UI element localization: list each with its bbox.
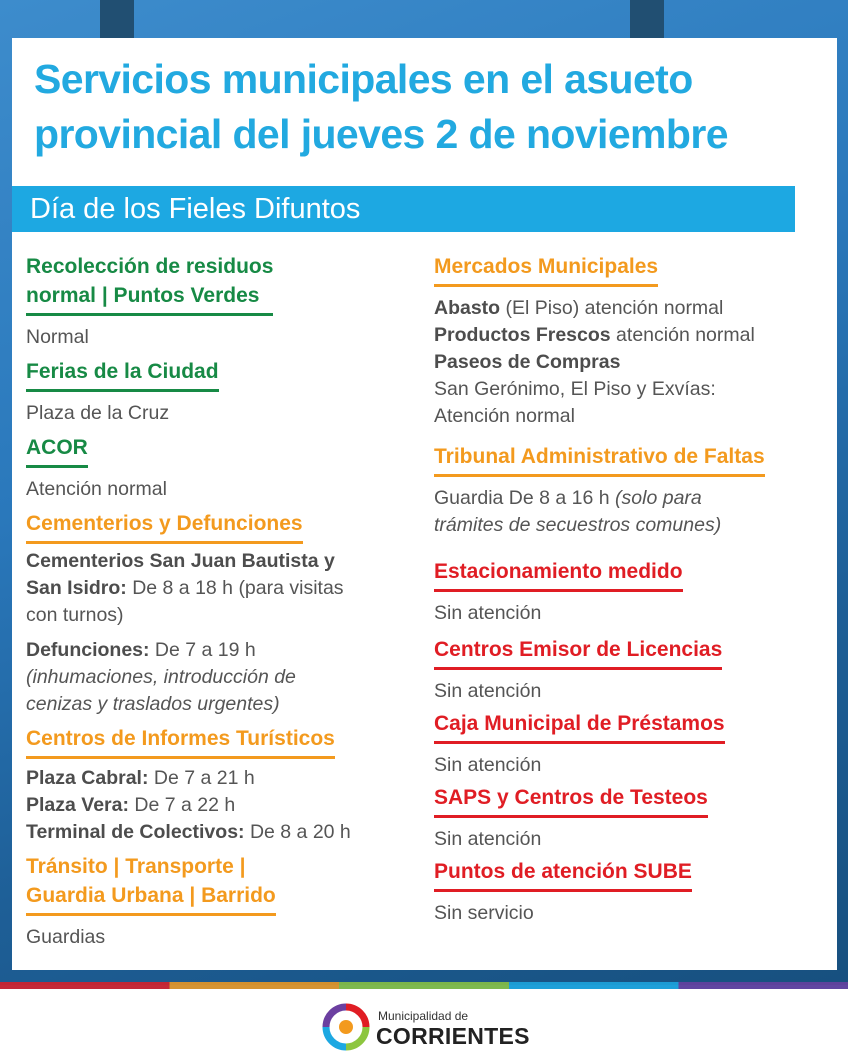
municipality-logo-icon bbox=[322, 1003, 370, 1051]
heading-acor: ACOR bbox=[26, 433, 88, 468]
section-licencias bbox=[434, 635, 834, 705]
section-saps bbox=[434, 783, 834, 853]
text-span: De 7 a 21 h bbox=[148, 767, 255, 789]
heading-caja: Caja Municipal de Préstamos bbox=[434, 709, 725, 744]
title-line-1: Servicios municipales en el asueto bbox=[34, 56, 693, 102]
text-span: Guardia De 8 a 16 h bbox=[434, 487, 616, 509]
bold-label: Terminal de Colectivos: bbox=[26, 821, 245, 843]
bold-label: Plaza Cabral: bbox=[26, 767, 149, 789]
text-span: (El Piso) atención normal bbox=[500, 297, 724, 319]
italic-text: (inhumaciones, introducción de bbox=[26, 666, 296, 688]
heading-transito bbox=[26, 852, 276, 916]
section-ferias bbox=[26, 357, 421, 427]
italic-text: (solo para bbox=[615, 487, 702, 509]
text-tribunal bbox=[434, 485, 834, 539]
bold-label: Paseos de Compras bbox=[434, 351, 621, 373]
section-tribunal bbox=[434, 442, 834, 539]
heading-residuos bbox=[26, 252, 273, 316]
text-line: con turnos) bbox=[26, 604, 124, 626]
text-transito: Guardias bbox=[26, 926, 106, 948]
section-caja bbox=[434, 709, 834, 779]
section-cementerios bbox=[26, 509, 421, 718]
section-mercados bbox=[434, 252, 834, 430]
text-licencias: Sin atención bbox=[434, 680, 542, 702]
bold-label: Cementerios San Juan Bautista y bbox=[26, 550, 335, 572]
italic-text: trámites de secuestros comunes) bbox=[434, 514, 722, 536]
section-turismo bbox=[26, 724, 421, 846]
text-line: San Gerónimo, El Piso y Exvías: bbox=[434, 378, 716, 400]
text-defunciones bbox=[26, 637, 421, 718]
section-sube bbox=[434, 857, 834, 927]
text-sube: Sin servicio bbox=[434, 902, 534, 924]
bold-label: Productos Frescos bbox=[434, 324, 611, 346]
italic-text: cenizas y traslados urgentes) bbox=[26, 693, 280, 715]
info-card bbox=[12, 38, 837, 970]
text-span: De 7 a 19 h bbox=[149, 639, 256, 661]
text-cementerios bbox=[26, 548, 421, 629]
logo-text-small: Municipalidad de bbox=[378, 1009, 469, 1023]
subtitle-bar bbox=[12, 186, 795, 232]
section-transito bbox=[26, 852, 421, 951]
left-column bbox=[26, 252, 421, 957]
heading-line: normal | Puntos Verdes bbox=[26, 284, 260, 307]
text-saps: Sin atención bbox=[434, 828, 542, 850]
heading-line: Recolección de residuos bbox=[26, 255, 274, 278]
heading-licencias: Centros Emisor de Licencias bbox=[434, 635, 722, 670]
bold-label: San Isidro: bbox=[26, 577, 127, 599]
text-residuos: Normal bbox=[26, 326, 89, 348]
heading-line: Tránsito | Transporte | bbox=[26, 855, 246, 878]
heading-mercados: Mercados Municipales bbox=[434, 252, 658, 287]
heading-ferias: Ferias de la Ciudad bbox=[26, 357, 219, 392]
text-span: De 8 a 20 h bbox=[244, 821, 351, 843]
text-estacionamiento: Sin atención bbox=[434, 602, 542, 624]
text-span: De 8 a 18 h (para visitas bbox=[126, 577, 344, 599]
text-acor: Atención normal bbox=[26, 478, 167, 500]
color-stripe bbox=[0, 982, 848, 989]
heading-turismo: Centros de Informes Turísticos bbox=[26, 724, 335, 759]
heading-tribunal: Tribunal Administrativo de Faltas bbox=[434, 442, 765, 477]
footer bbox=[0, 989, 848, 1061]
background-post bbox=[100, 0, 134, 40]
section-residuos bbox=[26, 252, 421, 351]
section-estacionamiento bbox=[434, 557, 834, 627]
text-span: atención normal bbox=[610, 324, 755, 346]
bold-label: Plaza Vera: bbox=[26, 794, 129, 816]
heading-cementerios: Cementerios y Defunciones bbox=[26, 509, 303, 544]
text-line: Atención normal bbox=[434, 405, 575, 427]
heading-saps: SAPS y Centros de Testeos bbox=[434, 783, 708, 818]
right-column bbox=[434, 252, 834, 933]
bold-label: Defunciones: bbox=[26, 639, 150, 661]
text-ferias: Plaza de la Cruz bbox=[26, 402, 170, 424]
title-line-2: provincial del jueves 2 de noviembre bbox=[34, 111, 728, 157]
text-turismo bbox=[26, 765, 421, 846]
page-title bbox=[34, 52, 834, 162]
text-mercados bbox=[434, 295, 834, 430]
bold-label: Abasto bbox=[434, 297, 501, 319]
heading-line: Guardia Urbana | Barrido bbox=[26, 884, 276, 907]
text-caja: Sin atención bbox=[434, 754, 542, 776]
heading-estacionamiento: Estacionamiento medido bbox=[434, 557, 683, 592]
text-span: De 7 a 22 h bbox=[128, 794, 236, 816]
logo-text-big: CORRIENTES bbox=[376, 1023, 530, 1049]
section-acor bbox=[26, 433, 421, 503]
heading-sube: Puntos de atención SUBE bbox=[434, 857, 692, 892]
subtitle: Día de los Fieles Difuntos bbox=[30, 193, 361, 225]
background-post bbox=[630, 0, 664, 40]
